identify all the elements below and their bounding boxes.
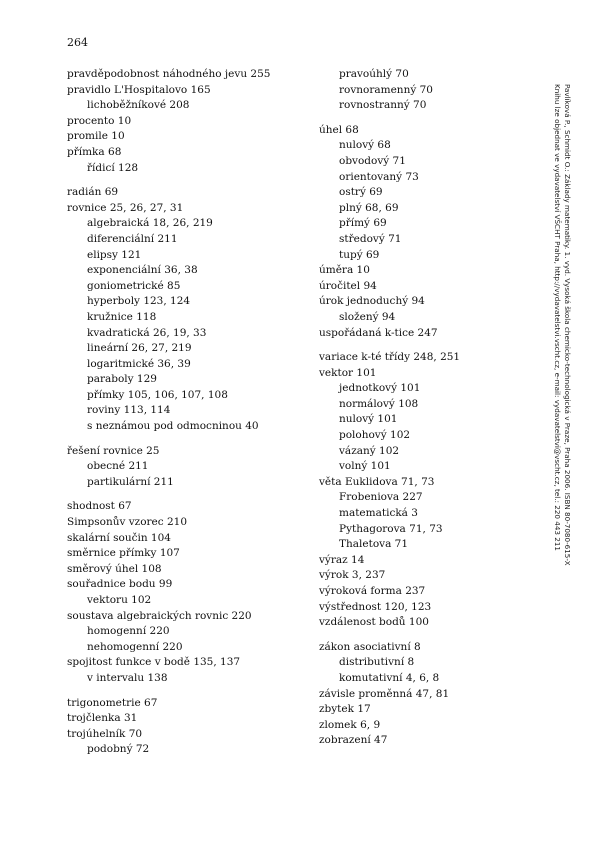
index-subentry: obecné 211 [87,460,149,473]
index-entry: radián 69 [67,186,119,199]
index-entry: trojčlenka 31 [67,712,138,725]
index-entry: uspořádaná k-tice 247 [319,326,438,339]
index-entry: směrnice přímky 107 [67,547,180,560]
index-subentry: Thaletova 71 [339,538,409,551]
index-subentry: goniometrické 85 [87,279,181,292]
index-subentry: složený 94 [339,310,396,323]
index-entry: pravidlo L'Hospitalovo 165 [67,83,211,96]
index-entry: směrový úhel 108 [67,562,162,575]
side-note [553,84,572,566]
index-subentry: matematická 3 [339,507,418,520]
index-subentry: homogenní 220 [87,625,170,638]
index-subentry: normálový 108 [339,397,419,410]
index-entry: vzdálenost bodů 100 [319,616,429,629]
index-entry: zbytek 17 [319,703,371,716]
index-subentry: nulový 68 [339,139,391,152]
index-entry: výrok 3, 237 [319,569,386,582]
index-entry: spojitost funkce v bodě 135, 137 [67,656,241,669]
index-subentry: přímky 105, 106, 107, 108 [87,388,228,401]
index-entry: úměra 10 [319,264,370,277]
index-subentry: středový 71 [339,232,402,245]
index-subentry: kvadratická 26, 19, 33 [87,326,207,339]
index-subentry: nehomogenní 220 [87,640,183,653]
index-entry: úročitel 94 [319,279,377,292]
index-entry: procento 10 [67,114,132,127]
index-entry: vektor 101 [319,366,377,379]
index-entry: výroková forma 237 [319,585,426,597]
index-subentry: hyperboly 123, 124 [87,295,191,308]
index-subentry: vektoru 102 [87,594,152,606]
index-entry: řešení rovnice 25 [67,444,160,457]
index-column-right [319,67,539,749]
index-column-left [67,67,307,758]
index-subentry: volný 101 [339,460,391,473]
index-entry: soustava algebraických rovnic 220 [67,609,252,622]
index-subentry: distributivní 8 [339,656,415,669]
index-subentry: přímý 69 [339,217,387,230]
index-subentry: roviny 113, 114 [87,404,171,417]
index-subentry: diferenciální 211 [87,232,178,245]
index-entry: Simpsonův vzorec 210 [67,516,188,529]
index-subentry: kružnice 118 [87,310,157,323]
index-entry: věta Euklidova 71, 73 [319,475,435,488]
index-subentry: polohový 102 [339,429,411,442]
index-entry: výraz 14 [319,553,365,566]
index-entry: promile 10 [67,130,125,143]
index-subentry: paraboly 129 [87,373,157,386]
index-subentry: rovnostranný 70 [339,99,427,112]
index-subentry: elipsy 121 [87,248,142,261]
index-subentry: komutativní 4, 6, 8 [339,671,440,684]
page-number: 264 [67,36,88,49]
index-subentry: Pythagorova 71, 73 [339,522,443,535]
index-subentry: exponenciální 36, 38 [87,264,198,277]
index-subentry: ostrý 69 [339,186,383,199]
index-entry: zlomek 6, 9 [319,718,381,731]
index-subentry: algebraická 18, 26, 219 [87,217,213,230]
index-subentry: pravoúhlý 70 [339,68,409,80]
index-subentry: orientovaný 73 [339,170,419,183]
index-subentry: podobný 72 [87,743,150,756]
index-subentry: Frobeniova 227 [339,491,423,504]
index-subentry: tupý 69 [339,248,380,261]
index-entry: trojúhelník 70 [67,727,143,740]
side-note-line: Knihu lze objednat ve vydavatelství VŠCHT Praha, http://vydavatelstvi.vscht.cz, e-mail: vydavatelstvi@vscht.cz, tel.: 220 443 211 [553,84,563,551]
index-entry: zákon asociativní 8 [319,640,421,653]
index-entry: skalární součin 104 [67,531,171,544]
index-entry: trigonometrie 67 [67,696,158,709]
index-entry: variace k-té třídy 248, 251 [319,351,461,364]
index-subentry: vázaný 102 [339,444,400,457]
index-subentry: s neznámou pod odmocninou 40 [87,420,259,433]
index-entry: úrok jednoduchý 94 [319,295,425,308]
index-subentry: lineární 26, 27, 219 [87,342,192,355]
index-entry: úhel 68 [319,123,359,136]
index-subentry: partikulární 211 [87,475,174,488]
index-subentry: rovnoramenný 70 [339,83,433,96]
index-subentry: nulový 101 [339,413,398,426]
index-subentry: lichoběžníkové 208 [87,99,190,112]
index-subentry: logaritmické 36, 39 [87,357,191,370]
index-entry: rovnice 25, 26, 27, 31 [67,201,184,214]
index-subentry: obvodový 71 [339,154,406,167]
index-subentry: plný 68, 69 [339,201,399,214]
index-entry: shodnost 67 [67,500,132,513]
index-entry: zobrazení 47 [319,734,388,747]
index-subentry: jednotkový 101 [339,382,421,395]
side-note-line: Pavlíková P., Schmidt O.: Základy matematiky. 1. vyd. Vysoká škola chemicko-technologická v Praze, Praha 2006. ISBN 80-7080-615-X [563,84,572,566]
index-subentry: v intervalu 138 [87,671,168,684]
index-entry: závisle proměnná 47, 81 [319,687,450,700]
index-entry: pravděpodobnost náhodného jevu 255 [67,68,271,80]
index-entry: souřadnice bodu 99 [67,578,173,591]
index-entry: výstřednost 120, 123 [319,600,432,613]
index-subentry: řídicí 128 [87,161,139,174]
index-entry: přímka 68 [67,145,122,158]
